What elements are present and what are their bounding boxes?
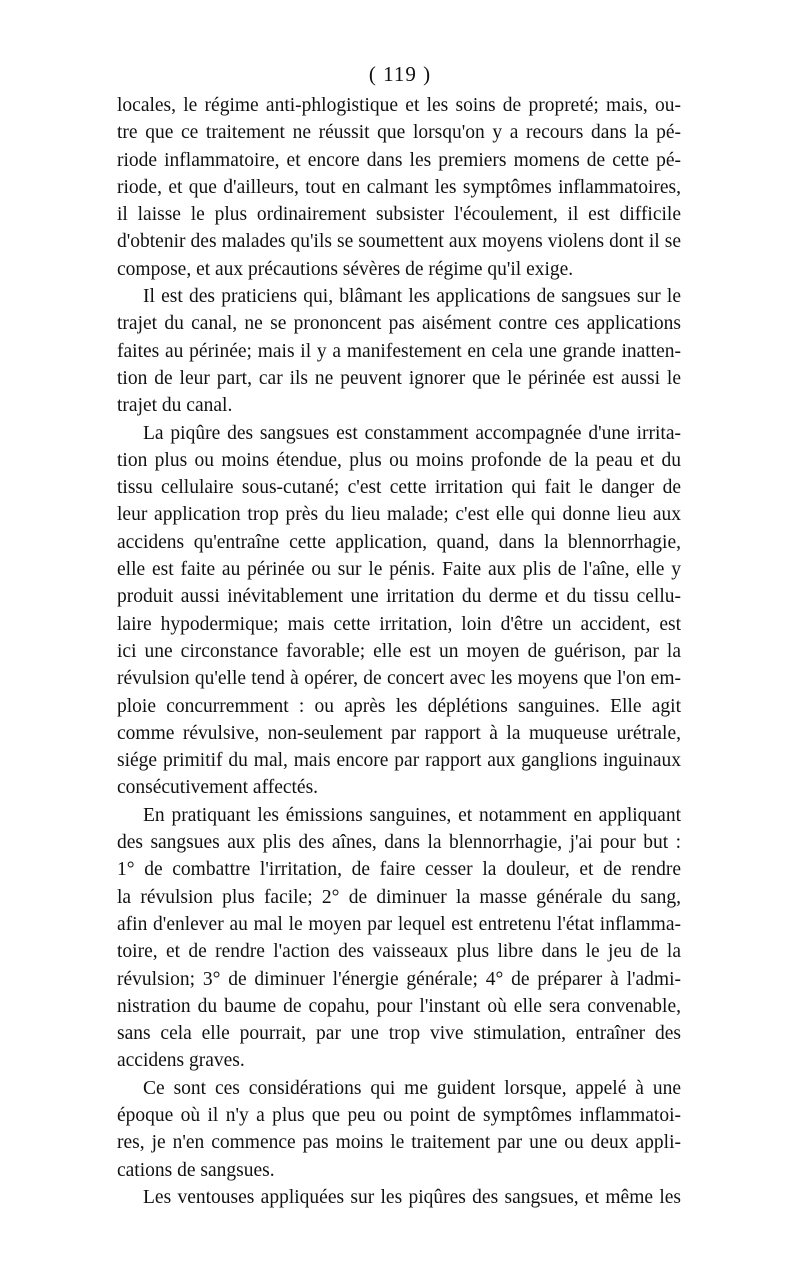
text-line: siége primitif du mal, mais encore par rapport aux ganglions inguinaux (117, 750, 681, 772)
text-line: faites au périnée; mais il y a manifestement en cela une grande inatten- (117, 340, 681, 362)
text-line: ici une circonstance favorable; elle est un moyen de guérison, par la (117, 640, 681, 662)
text-line: la révulsion plus facile; 2° de diminuer la masse générale du sang, (117, 886, 681, 908)
text-line: compose, et aux précautions sévères de régime qu'il exige. (117, 258, 574, 280)
text-line: sans cela elle pourrait, par une trop vive stimulation, entraîner des (117, 1023, 681, 1045)
text-line: des sangsues aux plis des aînes, dans la blennorrhagie, j'ai pour but : (117, 832, 681, 854)
text-line: accidens graves. (117, 1050, 245, 1072)
text-line: riode, et que d'ailleurs, tout en calmant les symptômes inflammatoires, (117, 176, 681, 198)
text-line: ploie concurremment : ou après les déplétions sanguines. Elle agit (117, 695, 681, 717)
text-line: produit aussi inévitablement une irritation du derme et du tissu cellu- (117, 586, 681, 608)
text-line: révulsion; 3° de diminuer l'énergie générale; 4° de préparer à l'admi- (117, 968, 681, 990)
text-line: La piqûre des sangsues est constamment accompagnée d'une irrita- (143, 422, 681, 444)
text-line: laire hypodermique; mais cette irritation, loin d'être un accident, est (117, 613, 681, 635)
text-line: trajet du canal, ne se prononcent pas aisément contre ces applications (117, 313, 681, 335)
text-line: elle est faite au périnée ou sur le pénis. Faite aux plis de l'aîne, elle y (117, 559, 681, 581)
text-line: d'obtenir des malades qu'ils se soumettent aux moyens violens dont il se (117, 231, 681, 253)
text-line: toire, et de rendre l'action des vaisseaux plus libre dans le jeu de la (117, 941, 681, 963)
text-line: il laisse le plus ordinairement subsister l'écoulement, il est difficile (117, 204, 681, 226)
text-line: cations de sangsues. (117, 1159, 275, 1181)
text-line: Les ventouses appliquées sur les piqûres des sangsues, et même les (143, 1186, 681, 1208)
text-line: leur application trop près du lieu malade; c'est elle qui donne lieu aux (117, 504, 681, 526)
text-line: En pratiquant les émissions sanguines, et notamment en appliquant (143, 804, 681, 826)
text-line: riode inflammatoire, et encore dans les premiers momens de cette pé- (117, 149, 681, 171)
text-line: 1° de combattre l'irritation, de faire cesser la douleur, et de rendre (117, 859, 681, 881)
text-line: époque où il n'y a plus que peu ou point de symptômes inflammatoi- (117, 1104, 681, 1126)
text-line: locales, le régime anti-phlogistique et les soins de propreté; mais, ou- (117, 95, 681, 116)
text-line: tre que ce traitement ne réussit que lorsqu'on y a recours dans la pé- (117, 122, 681, 144)
text-line: res, je n'en commence pas moins le traitement par une ou deux appli- (117, 1132, 681, 1154)
text-line: comme révulsive, non-seulement par rapport à la muqueuse urétrale, (117, 722, 681, 744)
text-line: Ce sont ces considérations qui me guident lorsque, appelé à une (143, 1077, 681, 1099)
text-line: Il est des praticiens qui, blâmant les applications de sangsues sur le (143, 286, 681, 308)
text-line: nistration du baume de copahu, pour l'instant où elle sera convenable, (117, 995, 681, 1017)
body-text (117, 92, 681, 1211)
text-line: révulsion qu'elle tend à opérer, de concert avec les moyens que l'on em- (117, 668, 681, 690)
text-line: tion plus ou moins étendue, plus ou moins profonde de la peau et du (117, 449, 681, 471)
page-number: ( 119 ) (368, 62, 432, 86)
text-line: consécutivement affectés. (117, 777, 319, 799)
text-line: trajet du canal. (117, 395, 233, 417)
text-line: tissu cellulaire sous-cutané; c'est cette irritation qui fait le danger de (117, 477, 681, 499)
text-line: tion de leur part, car ils ne peuvent ignorer que le périnée est aussi le (117, 367, 681, 389)
text-line: afin d'enlever au mal le moyen par lequel est entretenu l'état inflamma- (117, 913, 681, 935)
text-line: accidens qu'entraîne cette application, quand, dans la blennorrhagie, (117, 531, 681, 553)
